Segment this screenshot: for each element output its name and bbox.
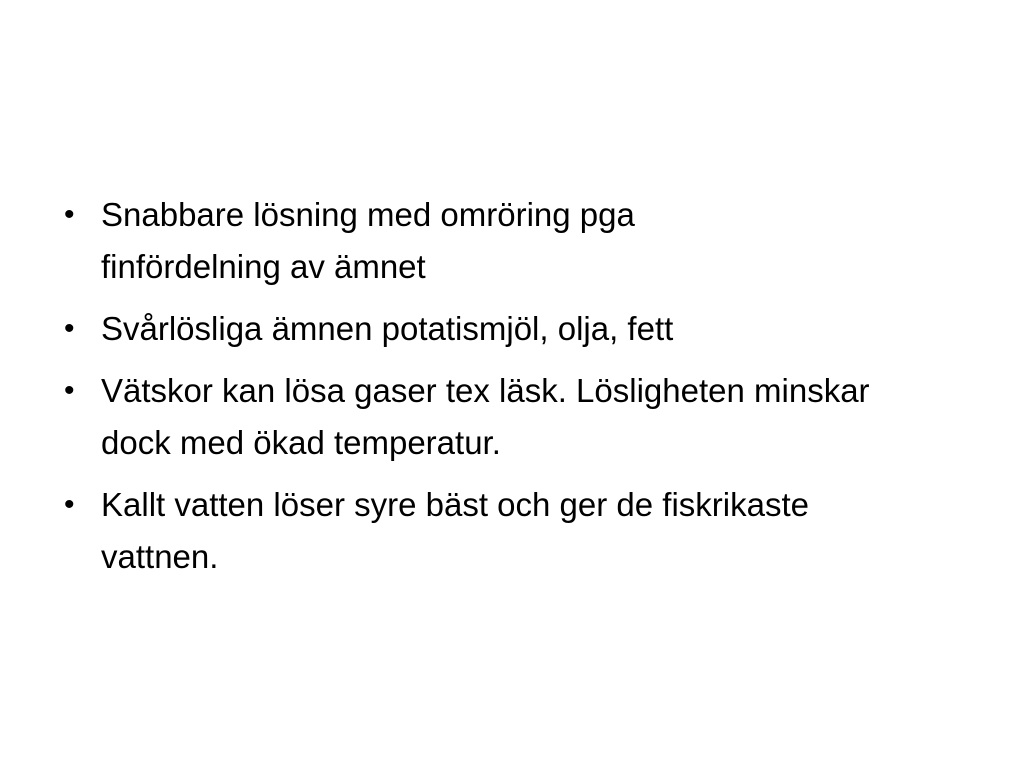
bullet-text: Vätskor kan lösa gaser tex läsk. Lösligheten minskar dock med ökad temperatur. xyxy=(101,372,870,461)
bullet-item xyxy=(58,365,938,469)
bullet-list xyxy=(58,189,938,593)
bullet-marker: • xyxy=(64,198,75,231)
bullet-text: Snabbare lösning med omröring pga finfördelning av ämnet xyxy=(101,196,635,285)
bullet-marker: • xyxy=(64,312,75,345)
bullet-item xyxy=(58,303,938,355)
bullet-text: Kallt vatten löser syre bäst och ger de fiskrikaste vattnen. xyxy=(101,486,809,575)
bullet-marker: • xyxy=(64,374,75,407)
bullet-text: Svårlösliga ämnen potatismjöl, olja, fett xyxy=(101,310,674,347)
bullet-marker: • xyxy=(64,488,75,521)
bullet-item xyxy=(58,479,938,583)
bullet-item xyxy=(58,189,938,293)
